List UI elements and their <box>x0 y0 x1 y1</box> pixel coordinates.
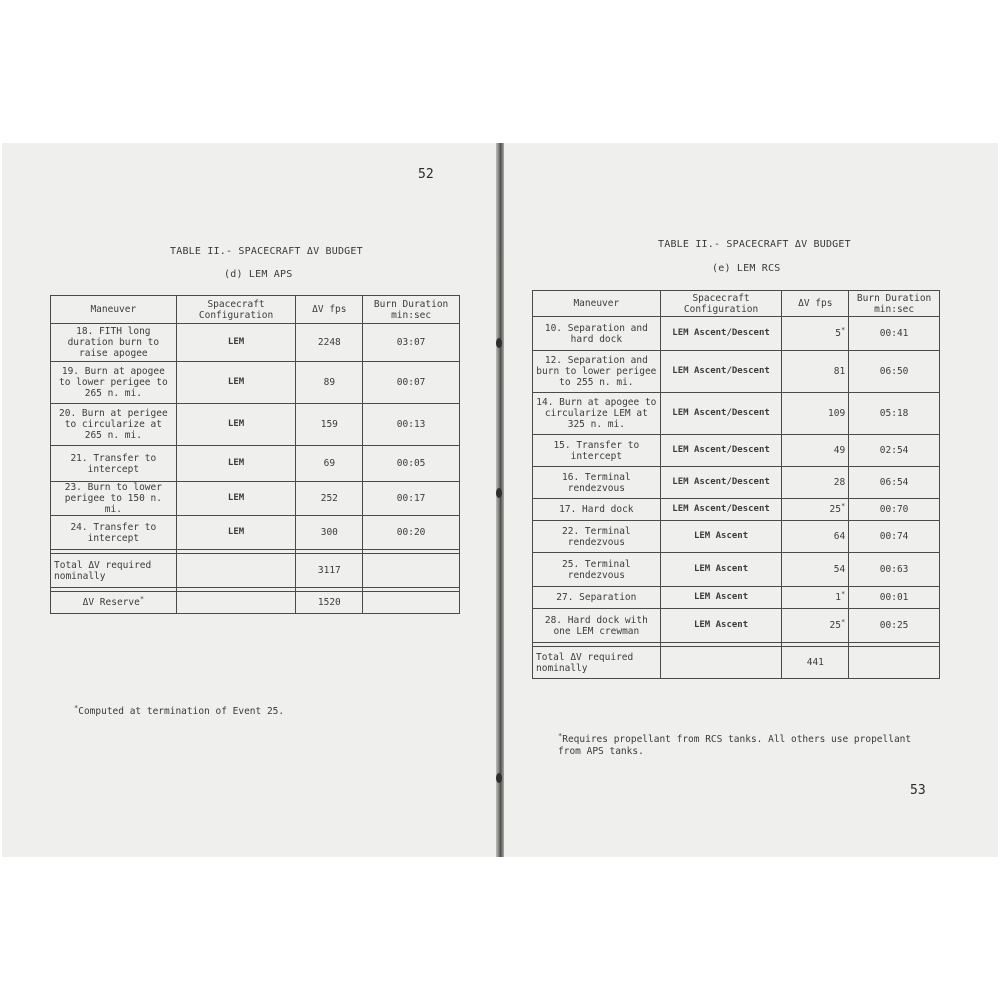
table-row <box>533 553 940 587</box>
dv-cell: 5* <box>782 317 849 351</box>
table-title-left: TABLE II.- SPACECRAFT ΔV BUDGET <box>170 246 363 257</box>
duration-cell: 05:18 <box>849 393 940 435</box>
total-row <box>533 647 940 679</box>
table-title-right: TABLE II.- SPACECRAFT ΔV BUDGET <box>658 239 851 250</box>
dv-cell: 28 <box>782 467 849 499</box>
dv-cell: 1* <box>782 587 849 609</box>
duration-cell: 00:70 <box>849 499 940 521</box>
duration-cell: 00:74 <box>849 521 940 553</box>
binding-hole <box>496 338 502 348</box>
footnote-right: *Requires propellant from RCS tanks. All others use propellant from APS tanks. <box>558 731 912 757</box>
reserve-mark: * <box>139 594 145 603</box>
maneuver-cell: 12. Separation and burn to lower perigee to 255 n. mi. <box>533 351 661 393</box>
dv-cell: 64 <box>782 521 849 553</box>
page-number-right: 53 <box>910 783 926 798</box>
total-label: Total ΔV required nominally <box>533 647 661 679</box>
table-row <box>533 351 940 393</box>
duration-cell: 00:25 <box>849 609 940 643</box>
maneuver-cell: 14. Burn at apogee to circularize LEM at 325 n. mi. <box>533 393 661 435</box>
dv-cell: 69 <box>296 446 363 482</box>
page-number-left: 52 <box>418 167 434 182</box>
footnote-left: *Computed at termination of Event 25. <box>74 703 285 717</box>
configuration-cell: LEM Ascent <box>660 609 782 643</box>
configuration-cell: LEM Ascent/Descent <box>660 393 782 435</box>
dv-mark: * <box>840 589 846 598</box>
dv-cell: 81 <box>782 351 849 393</box>
configuration-cell: LEM <box>176 324 296 362</box>
duration-cell: 00:05 <box>363 446 460 482</box>
dv-mark: * <box>840 617 846 626</box>
reserve-row <box>51 592 460 614</box>
maneuver-cell: 24. Transfer to intercept <box>51 516 177 550</box>
configuration-header: Spacecraft Configuration <box>660 291 782 317</box>
maneuver-cell: 25. Terminal rendezvous <box>533 553 661 587</box>
configuration-cell: LEM Ascent/Descent <box>660 435 782 467</box>
table-row <box>533 521 940 553</box>
maneuver-cell: 22. Terminal rendezvous <box>533 521 661 553</box>
configuration-cell: LEM Ascent/Descent <box>660 467 782 499</box>
table-row <box>533 435 940 467</box>
dv-cell: 25* <box>782 499 849 521</box>
configuration-cell: LEM <box>176 362 296 404</box>
dv-cell: 89 <box>296 362 363 404</box>
duration-cell: 00:07 <box>363 362 460 404</box>
configuration-cell: LEM Ascent/Descent <box>660 351 782 393</box>
dv-cell: 109 <box>782 393 849 435</box>
reserve-value: 1520 <box>296 592 363 614</box>
configuration-cell: LEM <box>176 516 296 550</box>
book-spread <box>2 143 998 857</box>
table-header-row <box>51 296 460 324</box>
duration-cell: 06:54 <box>849 467 940 499</box>
dv-cell: 159 <box>296 404 363 446</box>
configuration-cell: LEM Ascent/Descent <box>660 499 782 521</box>
duration-cell: 06:50 <box>849 351 940 393</box>
dv-header: ΔV fps <box>782 291 849 317</box>
duration-header: Burn Duration min:sec <box>363 296 460 324</box>
left-page <box>2 143 496 857</box>
table-row <box>533 393 940 435</box>
duration-cell: 00:41 <box>849 317 940 351</box>
duration-cell: 03:07 <box>363 324 460 362</box>
table-row <box>533 467 940 499</box>
dv-mark: * <box>840 325 846 334</box>
configuration-cell: LEM Ascent <box>660 553 782 587</box>
maneuver-cell: 18. FITH long duration burn to raise apogee <box>51 324 177 362</box>
total-row <box>51 554 460 588</box>
duration-cell: 02:54 <box>849 435 940 467</box>
dv-cell: 2248 <box>296 324 363 362</box>
duration-header: Burn Duration min:sec <box>849 291 940 317</box>
dv-header: ΔV fps <box>296 296 363 324</box>
configuration-cell: LEM Ascent <box>660 521 782 553</box>
reserve-label: ΔV Reserve* <box>51 592 177 614</box>
dv-cell: 252 <box>296 482 363 516</box>
book-gutter <box>496 143 504 857</box>
lem-aps-table <box>50 295 460 614</box>
dv-mark: * <box>840 501 846 510</box>
maneuver-cell: 17. Hard dock <box>533 499 661 521</box>
maneuver-cell: 23. Burn to lower perigee to 150 n. mi. <box>51 482 177 516</box>
duration-cell: 00:17 <box>363 482 460 516</box>
table-row <box>533 609 940 643</box>
table-row <box>51 362 460 404</box>
configuration-cell: LEM <box>176 404 296 446</box>
dv-cell: 25* <box>782 609 849 643</box>
footnote-mark-right: * <box>558 731 563 740</box>
maneuver-cell: 27. Separation <box>533 587 661 609</box>
dv-cell: 300 <box>296 516 363 550</box>
duration-cell: 00:63 <box>849 553 940 587</box>
binding-hole <box>496 773 502 783</box>
maneuver-cell: 20. Burn at perigee to circularize at 265 n. mi. <box>51 404 177 446</box>
duration-cell: 00:20 <box>363 516 460 550</box>
configuration-cell: LEM <box>176 482 296 516</box>
duration-cell: 00:01 <box>849 587 940 609</box>
table-subtitle-right: (e) LEM RCS <box>712 263 781 274</box>
maneuver-cell: 15. Transfer to intercept <box>533 435 661 467</box>
total-label: Total ΔV required nominally <box>51 554 177 588</box>
maneuver-cell: 19. Burn at apogee to lower perigee to 265 n. mi. <box>51 362 177 404</box>
binding-hole <box>496 488 502 498</box>
maneuver-cell: 16. Terminal rendezvous <box>533 467 661 499</box>
table-row <box>51 516 460 550</box>
dv-cell: 49 <box>782 435 849 467</box>
maneuver-cell: 10. Separation and hard dock <box>533 317 661 351</box>
configuration-header: Spacecraft Configuration <box>176 296 296 324</box>
duration-cell: 00:13 <box>363 404 460 446</box>
total-value: 3117 <box>296 554 363 588</box>
configuration-cell: LEM Ascent <box>660 587 782 609</box>
table-row <box>533 499 940 521</box>
table-header-row <box>533 291 940 317</box>
configuration-cell: LEM Ascent/Descent <box>660 317 782 351</box>
maneuver-cell: 21. Transfer to intercept <box>51 446 177 482</box>
table-row <box>533 587 940 609</box>
maneuver-cell: 28. Hard dock with one LEM crewman <box>533 609 661 643</box>
table-subtitle-left: (d) LEM APS <box>224 269 293 280</box>
table-row <box>51 324 460 362</box>
footnote-mark-left: * <box>74 703 79 712</box>
table-row <box>51 404 460 446</box>
table-row <box>51 446 460 482</box>
total-value: 441 <box>782 647 849 679</box>
right-page <box>504 143 998 857</box>
configuration-cell: LEM <box>176 446 296 482</box>
table-row <box>51 482 460 516</box>
dv-cell: 54 <box>782 553 849 587</box>
maneuver-header: Maneuver <box>533 291 661 317</box>
maneuver-header: Maneuver <box>51 296 177 324</box>
lem-rcs-table <box>532 290 940 679</box>
table-row <box>533 317 940 351</box>
